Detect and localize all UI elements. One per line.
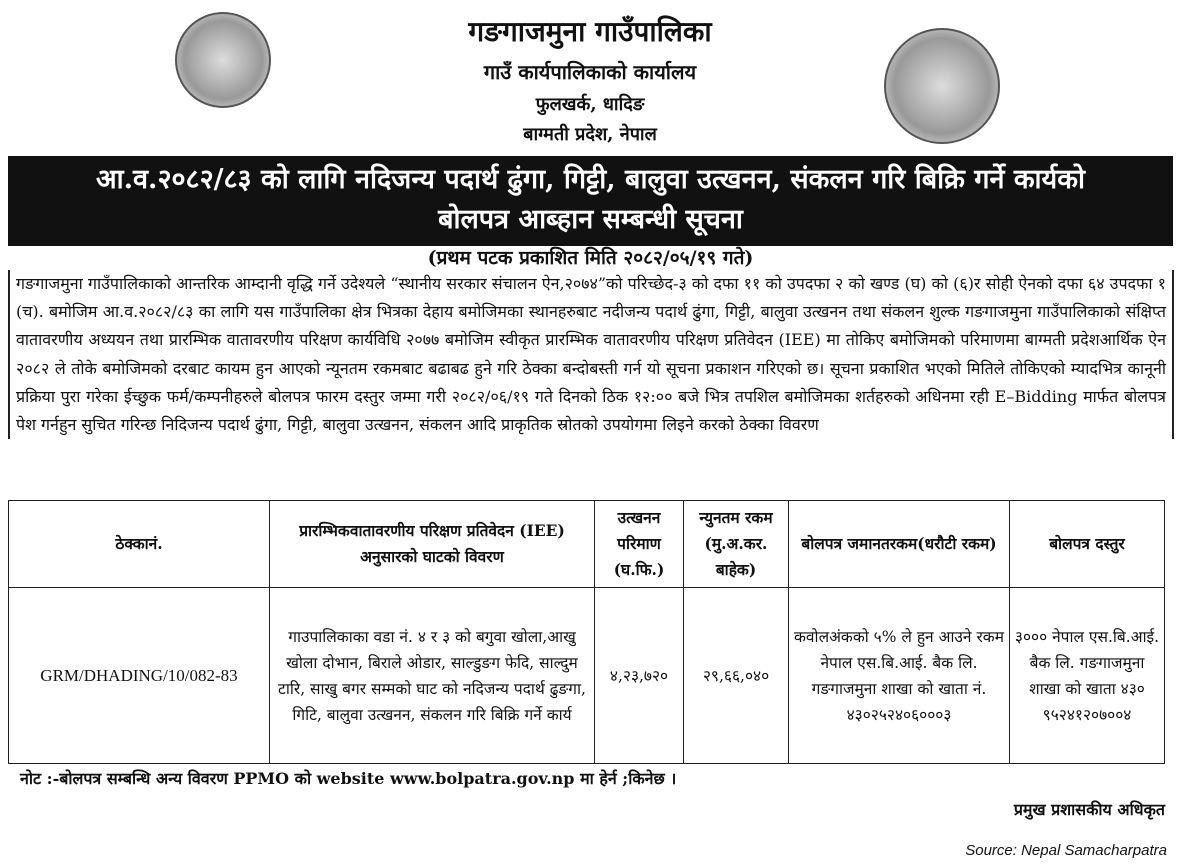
nepal-emblem-logo — [175, 12, 271, 108]
table-header-row — [9, 501, 1165, 588]
municipality-logo — [884, 28, 1000, 144]
cell: कवोलअंकको ५% ले हुन आउने रकम नेपाल एस.बि.आई. बैक लि. गङगाजमुना शाखा को खाता नं. ४३०२५२४०६०००३ — [789, 588, 1010, 764]
office-subtitle: गाउँ कार्यपालिकाको कार्यालय — [483, 60, 697, 84]
office-province: बाग्मती प्रदेश, नेपाल — [523, 124, 657, 145]
col-header: ठेक्कानं. — [9, 501, 270, 588]
notice-title — [8, 156, 1173, 246]
cell: ३००० नेपाल एस.बि.आई. बैक लि. गङगाजमुना शाखा को खाता ४३० ९५२४१२०७००४ — [1010, 588, 1165, 764]
cell: २९,६६,०४० — [684, 588, 789, 764]
table-row — [9, 588, 1165, 764]
publication-date: (प्रथम पटक प्रकाशित मिति २०८२/०५/१९ गते) — [427, 247, 754, 269]
notice-title-line2: बोलपत्र आब्हान सम्बन्धी सूचना — [438, 204, 743, 235]
notice-body: गङगाजमुना गाउँपालिकाको आन्तरिक आम्दानी वृद्धि गर्ने उदेश्यले “स्थानीय सरकार संचालन ऐन,२०७४”को परिच्छेद-३ को दफा ११ को उपदफा २ को खण्ड (घ) को (६)र सोही ऐनको दफा ६४ उपदफा १ (च). बमोजिम आ.व.२०८२/८३ का लागि यस गाउँपालिका क्षेत्र भित्रका देहाय बमोजिमका स्थानहरुबाट नदीजन्य पदार्थ ढुंगा, गिट्टी, बालुवा उत्खनन तथा संकलन शुल्क गङगाजमुना गाउँपालिकाको संक्षिप्त वातावरणीय अध्ययन तथा प्रारम्भिक वातावरणीय परिक्षण कार्यविधि २०७७ बमोजिम स्वीकृत प्रारम्भिक वातावरणीय परिक्षण प्रतिवेदन (IEE) मा तोकिए बमोजिमको परिमाणमा बाग्मती प्रदेशआर्थिक ऐन २०८२ ले तोके बमोजिमको दरबाट कायम हुन आएको न्यूनतम रकमबाट बढाबढ हुने गरि ठेक्का बन्दोबस्ती गर्न यो सूचना प्रकाशन गरिएको छ। सूचना प्रकाशित भएको मितिले तोकिएको म्यादभित्र कानूनी प्रक्रिया पुरा गरेका ईच्छुक फर्म/कम्पनीहरुले बोलपत्र फारम दस्तुर जम्मा गरी २०८२/०६/१९ गते दिनको ठिक १२:०० बजे भित्र तपशिल बमोजिमका शर्तहरुको अधिनमा रही E–Bidding मार्फत बोलपत्र पेश गर्नहुन सुचित गरिन्छ निदिजन्य पदार्थ ढुंगा, गिट्टी, बालुवा उत्खनन, संकलन आदि प्राकृतिक स्रोतको उपयोगमा लिइने करको ठेक्का विवरण — [8, 270, 1174, 439]
col-header: बोलपत्र जमानतरकम(धरौटी रकम) — [789, 501, 1010, 588]
tender-table — [8, 500, 1165, 764]
source-credit: Source: Nepal Samacharpatra — [965, 842, 1167, 859]
col-header: न्युनतम रकम (मु.अ.कर. बाहेक) — [684, 501, 789, 588]
col-header: प्रारम्भिकवातावरणीय परिक्षण प्रतिवेदन (IEE) अनुसारको घाटको विवरण — [270, 501, 595, 588]
col-header: उत्खनन परिमाण (घ.फि.) — [595, 501, 684, 588]
note: नोट :-बोलपत्र सम्बन्धि अन्य विवरण PPMO को website www.bolpatra.gov.np मा हेर्न ;किनेछ । — [20, 769, 677, 788]
office-address: फुलखर्क, धादिङ — [535, 94, 645, 115]
office-name: गङगाजमुना गाउँपालिका — [468, 15, 712, 48]
cell: ४,२३,७२० — [595, 588, 684, 764]
col-header: बोलपत्र दस्तुर — [1010, 501, 1165, 588]
cell: GRM/DHADING/10/082-83 — [9, 588, 270, 764]
notice-title-line1: आ.व.२०८२/८३ को लागि नदिजन्य पदार्थ ढुंगा, गिट्टी, बालुवा उत्खनन, संकलन गरि बिक्रि गर्ने कार्यको — [96, 164, 1085, 195]
signatory: प्रमुख प्रशासकीय अधिकृत — [1013, 800, 1165, 819]
cell: गाउपालिकाका वडा नं. ४ र ३ को बगुवा खोला,आखु खोला दोभान, बिराले ओडार, साल्डुङग फेदि, साल्दुम टारि, साखु बगर सम्मको घाट को नदिजन्य पदार्थ ढुङगा, गिटि, बालुवा उत्खनन, संकलन गरि बिक्रि गर्ने कार्य — [270, 588, 595, 764]
